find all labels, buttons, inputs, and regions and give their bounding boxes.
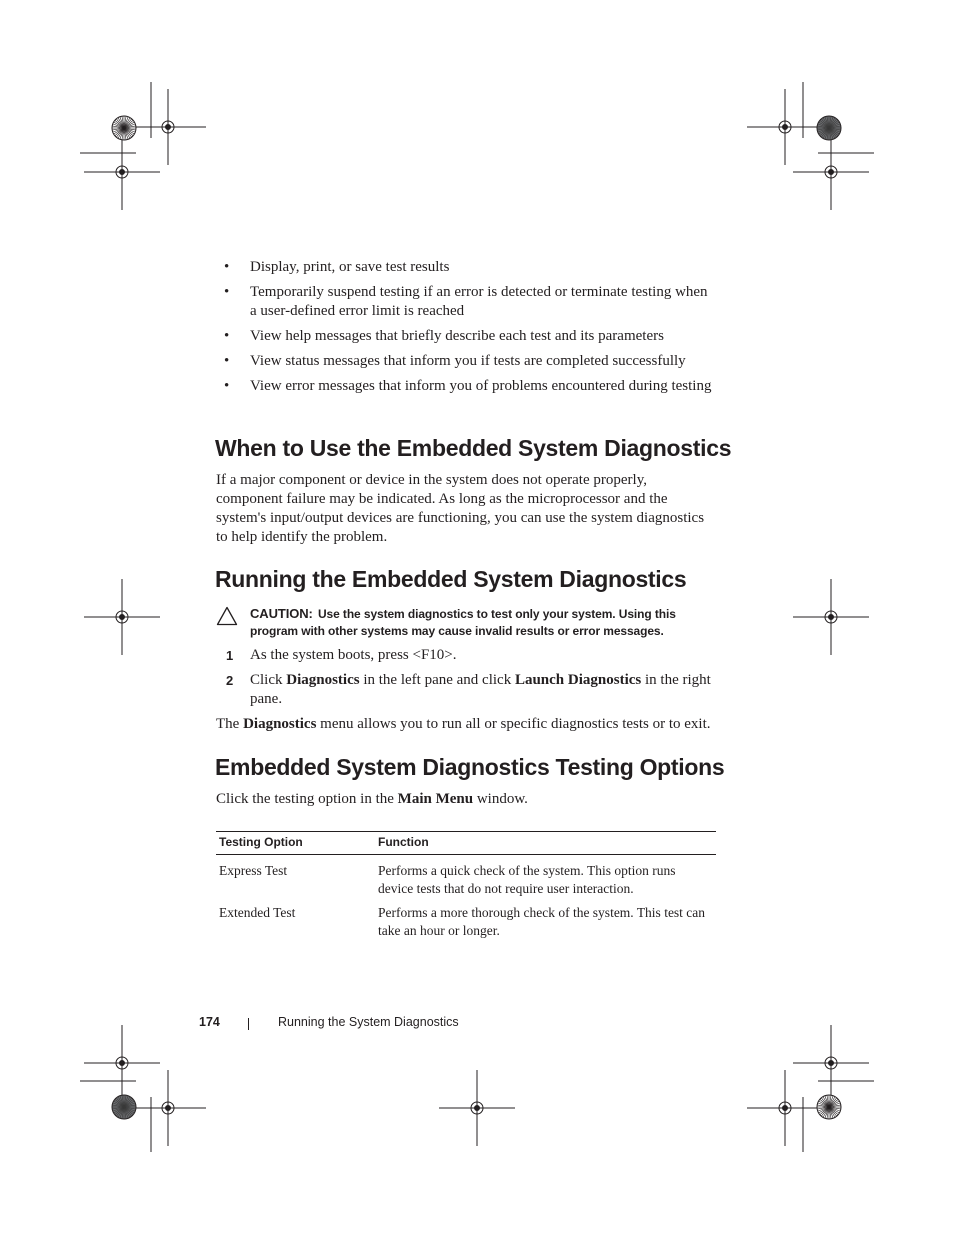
option-name-cell: Extended Test xyxy=(219,905,296,920)
option-function-cell: Performs a quick check of the system. This option runs device tests that do not require user interaction. xyxy=(378,863,676,896)
diagnostics-menu-note xyxy=(216,715,716,734)
feature-bullet-list xyxy=(216,258,716,402)
step-text: As the system boots, press <F10>. xyxy=(250,647,457,663)
step-number: 2 xyxy=(226,673,234,688)
footer-divider xyxy=(248,1018,249,1030)
column-header-function: Function xyxy=(375,832,716,855)
when-to-use-paragraph: If a major component or device in the system does not operate properly, component failure may be indicated. As long as the microprocessor and the system's input/output devices are functioning, you can use the system diagnostics to help identify the problem. xyxy=(216,472,705,545)
step-text-part: Click xyxy=(250,672,287,688)
ui-term-diagnostics: Diagnostics xyxy=(243,716,317,732)
ui-term-launch-diagnostics: Launch Diagnostics xyxy=(514,672,642,688)
step-text-part: in the left pane and click xyxy=(359,672,515,688)
heading-running: Running the Embedded System Diagnostics xyxy=(215,566,687,592)
table-row xyxy=(216,855,716,903)
testing-options-intro xyxy=(216,790,716,809)
page-number: 174 xyxy=(199,1015,220,1029)
list-item: • View status messages that inform you if tests are completed successfully xyxy=(216,352,716,371)
note-text-part: The xyxy=(216,716,244,732)
steps-list xyxy=(216,646,716,715)
column-header-testing-option: Testing Option xyxy=(216,832,375,855)
note-text-part: menu allows you to run all or specific diagnostics tests or to exit. xyxy=(316,716,711,732)
list-item: • Display, print, or save test results xyxy=(216,258,716,277)
step-number: 1 xyxy=(226,648,234,663)
ui-term-main-menu: Main Menu xyxy=(397,791,474,807)
table-row xyxy=(216,902,716,944)
testing-options-table xyxy=(216,831,716,944)
ui-term-diagnostics: Diagnostics xyxy=(286,672,360,688)
option-name-cell: Express Test xyxy=(219,863,288,878)
list-item: • Temporarily suspend testing if an error is detected or terminate testing when a user-defined error limit is reached xyxy=(216,283,716,320)
intro-text-part: Click the testing option in the xyxy=(216,791,398,807)
step-item xyxy=(216,646,716,665)
caution-label: CAUTION: xyxy=(250,606,313,621)
warning-triangle-icon xyxy=(216,606,238,626)
table-header-row xyxy=(216,832,716,855)
list-item: • View error messages that inform you of problems encountered during testing xyxy=(216,377,716,396)
step-text-part: in the right pane. xyxy=(250,672,711,707)
caution-text: Use the system diagnostics to test only your system. Using this program with other systems may cause invalid results or error messages. xyxy=(250,607,676,638)
option-function-cell: Performs a more thorough check of the system. This test can take an hour or longer. xyxy=(378,905,706,938)
step-item xyxy=(216,671,716,709)
intro-text-part: window. xyxy=(473,791,528,807)
footer-chapter-title: Running the System Diagnostics xyxy=(278,1015,459,1029)
list-item: • View help messages that briefly describe each test and its parameters xyxy=(216,327,716,346)
heading-when-to-use: When to Use the Embedded System Diagnostics xyxy=(215,435,732,461)
heading-testing-options: Embedded System Diagnostics Testing Options xyxy=(215,754,725,780)
caution-notice xyxy=(216,605,716,640)
